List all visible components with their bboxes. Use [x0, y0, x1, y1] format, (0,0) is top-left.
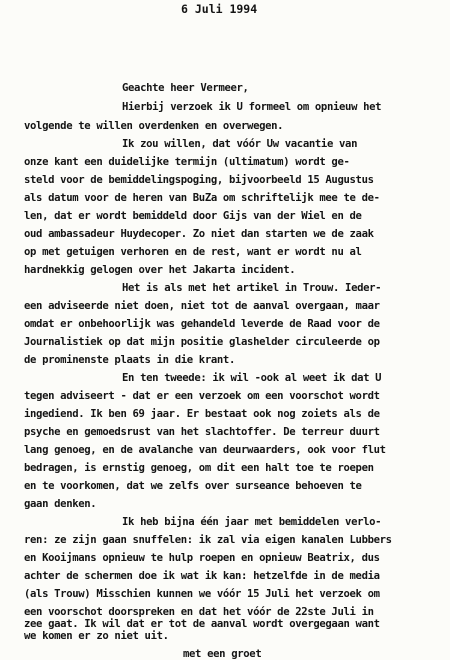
letter-line: een voorschot doorspreken en dat het vóór de 22ste Juli in — [24, 606, 374, 618]
letter-line: lang genoeg, en de avalanche van deurwaarders, ook voor flut — [24, 444, 386, 456]
letter-line: Het is als met het artikel in Trouw. Ieder- — [122, 282, 382, 294]
letter-line: achter de schermen doe ik wat ik kan: hetzelfde in de media — [24, 570, 380, 582]
letter-line: len, dat er wordt bemiddeld door Gijs van der Wiel en de — [24, 210, 362, 222]
salutation: Geachte heer Vermeer, — [122, 82, 249, 94]
letter-line: omdat er onbehoorlijk was gehandeld leverde de Raad voor de — [24, 318, 380, 330]
letter-line: ingediend. Ik ben 69 jaar. Er bestaat ook nog zoiets als de — [24, 408, 380, 420]
letter-line: bedragen, is ernstig genoeg, om dit een halt toe te roepen — [24, 462, 374, 474]
letter-line: Ik zou willen, dat vóór Uw vacantie van — [122, 138, 358, 150]
closing: met een groet — [183, 648, 262, 660]
letter-line: we komen er zo niet uit. — [24, 630, 169, 642]
letter-line: volgende te willen overdenken en overwegen. — [24, 120, 284, 132]
letter-line: hardnekkig gelogen over het Jakarta incident. — [24, 264, 296, 276]
letter-line: oud ambassadeur Huydecoper. Zo niet dan starten we de zaak — [24, 228, 374, 240]
letter-line: Journalistiek op dat mijn positie glashelder circuleerde op — [24, 336, 380, 348]
letter-date: 6 Juli 1994 — [181, 2, 258, 16]
letter-line: psyche en gemoedsrust van het slachtoffer. De terreur duurt — [24, 426, 380, 438]
letter-line: (als Trouw) Misschien kunnen we vóór 15 Juli het verzoek om — [24, 588, 380, 600]
letter-line: een adviseerde niet doen, niet tot de aanval overgaan, maar — [24, 300, 380, 312]
letter-line: En ten tweede: ik wil -ook al weet ik dat U — [122, 372, 382, 384]
letter-line: de prominenste plaats in die krant. — [24, 354, 235, 366]
letter-line: ren: ze zijn gaan snuffelen: ik zal via eigen kanalen Lubbers — [24, 534, 392, 546]
letter-line: Ik heb bijna één jaar met bemiddelen verlo- — [122, 516, 382, 528]
letter-line: zee gaat. Ik wil dat er tot de aanval wordt overgegaan want — [24, 618, 380, 630]
letter-line: gaan denken. — [24, 498, 97, 510]
letter-line: als datum voor de heren van BuZa om schriftelijk mee te de- — [24, 192, 380, 204]
letter-line: Hierbij verzoek ik U formeel om opnieuw het — [122, 101, 382, 113]
letter-line: en Kooijmans opnieuw te hulp roepen en opnieuw Beatrix, dus — [24, 552, 380, 564]
letter-line: steld voor de bemiddelingspoging, bijvoorbeeld 15 Augustus — [24, 174, 374, 186]
letter-line: en te voorkomen, dat we zelfs over surseance behoeven te — [24, 480, 362, 492]
letter-line: op met getuigen verhoren en de rest, want er wordt nu al — [24, 246, 362, 258]
letter-line: tegen adviseert - dat er een verzoek om een voorschot wordt — [24, 390, 380, 402]
letter-line: onze kant een duidelijke termijn (ultimatum) wordt ge- — [24, 156, 350, 168]
